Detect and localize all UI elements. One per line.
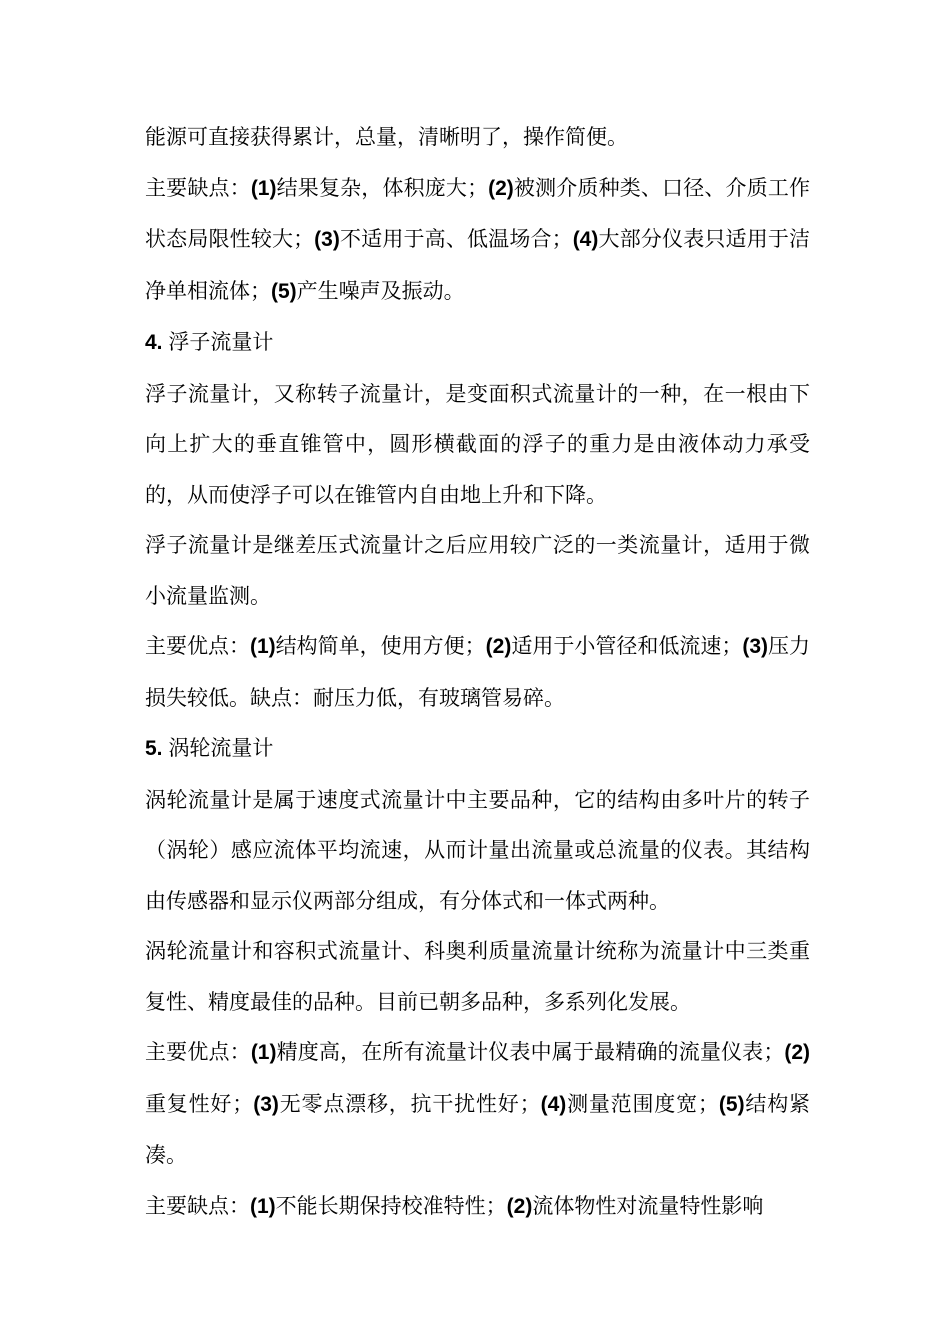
item-number: (5)	[718, 1092, 745, 1116]
item-number: (1)	[250, 635, 276, 658]
item-number: (2)	[784, 1041, 811, 1064]
item-number: (3)	[742, 635, 769, 658]
text-segment: 浮子流量计	[168, 330, 274, 354]
item-number: (2)	[485, 635, 512, 658]
text-segment: 结构紧凑。	[145, 1091, 811, 1167]
paragraph	[145, 163, 810, 318]
text-segment: 精度高，在所有流量计仪表中属于最精确的流量仪表；	[276, 1040, 785, 1064]
item-number: (4)	[572, 228, 599, 251]
paragraph	[145, 1027, 810, 1181]
item-number: (5)	[271, 279, 297, 303]
text-segment: 主要缺点：	[145, 1193, 250, 1218]
text-segment: 不适用于高、低温场合；	[339, 227, 573, 251]
document-body	[145, 112, 810, 1232]
text-segment: 主要缺点：	[145, 175, 251, 200]
text-segment: 涡轮流量计和容积式流量计、科奥利质量流量计统称为流量计中三类重复性、精度最佳的品种。目前已朝多品种，多系列化发展。	[145, 939, 810, 1014]
paragraph	[145, 926, 810, 1027]
item-number: (1)	[250, 1194, 276, 1218]
paragraph	[145, 1181, 810, 1233]
text-segment: 浮子流量计是继差压式流量计之后应用较广泛的一类流量计，适用于微小流量监测。	[145, 533, 810, 608]
item-number: (2)	[488, 176, 514, 200]
text-segment: 结构简单，使用方便；	[275, 634, 486, 658]
text-segment: 测量范围度宽；	[566, 1091, 719, 1116]
text-segment: 大部分仪表只适用于洁净单相流体；	[145, 227, 811, 303]
item-number: (1)	[250, 176, 277, 200]
text-segment: 结果复杂，体积庞大；	[276, 175, 489, 200]
text-segment: 涡轮流量计	[168, 736, 274, 760]
paragraph	[145, 621, 810, 723]
text-segment: 压力损失较低。缺点：耐压力低，有玻璃管易碎。	[145, 634, 811, 710]
paragraph	[145, 112, 810, 163]
item-number: (3)	[253, 1092, 279, 1116]
text-segment: 流体物性对流量特性影响	[532, 1193, 764, 1218]
item-number: 4.	[145, 331, 169, 354]
text-segment: 不能长期保持校准特性；	[275, 1193, 507, 1218]
text-segment: 主要优点：	[145, 1040, 251, 1064]
text-segment: 被测介质种类、口径、介质工作状态局限性较大；	[145, 175, 811, 251]
text-segment: 适用于小管径和低流速；	[511, 634, 743, 658]
section-heading	[145, 723, 810, 775]
text-segment: 主要优点：	[145, 634, 250, 658]
item-number: (4)	[540, 1092, 567, 1116]
paragraph	[145, 520, 810, 621]
item-number: (1)	[250, 1041, 277, 1064]
section-heading	[145, 317, 810, 369]
text-segment: 浮子流量计，又称转子流量计，是变面积式流量计的一种，在一根由下向上扩大的垂直锥管中，圆形横截面的浮子的重力是由液体动力承受的，从而使浮子可以在锥管内自由地上升和下降。	[145, 381, 810, 507]
paragraph	[145, 775, 810, 927]
text-segment: 涡轮流量计是属于速度式流量计中主要品种，它的结构由多叶片的转子（涡轮）感应流体平均流速，从而计量出流量或总流量的仪表。其结构由传感器和显示仪两部分组成，有分体式和一体式两种。	[145, 787, 810, 913]
item-number: (3)	[314, 228, 340, 251]
paragraph	[145, 369, 810, 521]
text-segment: 能源可直接获得累计，总量，清晰明了，操作简便。	[145, 125, 628, 149]
item-number: (2)	[506, 1194, 533, 1218]
text-segment: 无零点漂移，抗干扰性好；	[278, 1091, 541, 1116]
text-segment: 重复性好；	[145, 1091, 254, 1116]
text-segment: 产生噪声及振动。	[296, 278, 465, 303]
item-number: 5.	[145, 737, 169, 760]
